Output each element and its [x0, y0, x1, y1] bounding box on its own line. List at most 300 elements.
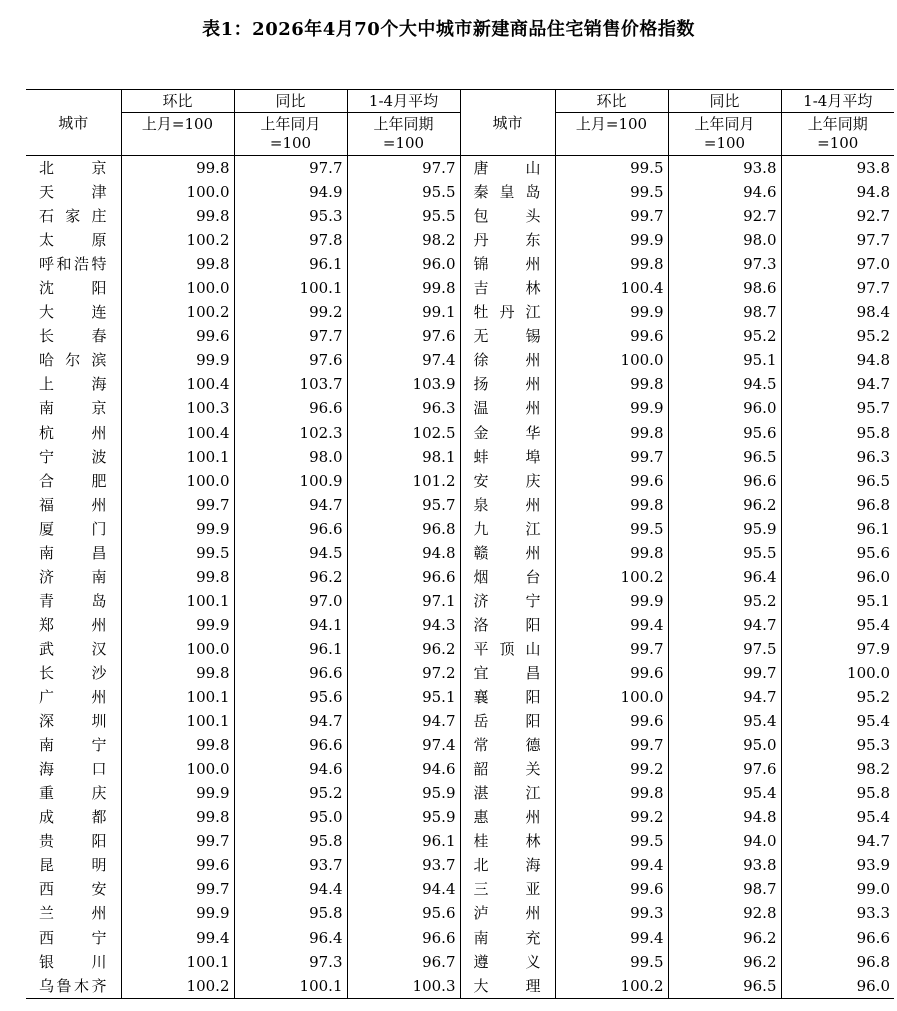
table-row [26, 829, 894, 853]
table-row [26, 541, 894, 565]
mom-index: 99.7 [121, 829, 234, 853]
city-name: 常德 [460, 733, 555, 757]
table-row [26, 805, 894, 829]
yoy-index: 95.6 [234, 685, 347, 709]
yoy-index: 95.9 [668, 517, 781, 541]
avg-base-label-1: 上年同期 [807, 115, 868, 133]
mom-index: 100.4 [121, 372, 234, 396]
yoy-index: 96.2 [668, 493, 781, 517]
avg-index: 93.7 [347, 853, 460, 877]
city-name: 南宁 [39, 736, 107, 755]
mom-index: 99.8 [121, 805, 234, 829]
mom-index: 99.6 [555, 324, 668, 348]
yoy-index: 94.7 [234, 493, 347, 517]
avg-index: 96.7 [347, 950, 460, 974]
avg-index: 95.9 [347, 805, 460, 829]
table-row [26, 926, 894, 950]
avg-index: 94.4 [347, 877, 460, 901]
avg-index: 95.4 [781, 709, 894, 733]
city-name: 赣州 [460, 541, 555, 565]
avg-index: 103.9 [347, 372, 460, 396]
city-name: 蚌埠 [460, 445, 555, 469]
table-row [26, 709, 894, 733]
table-row [26, 733, 894, 757]
avg-index: 97.7 [781, 228, 894, 252]
mom-index: 100.2 [121, 300, 234, 324]
yoy-index: 95.0 [668, 733, 781, 757]
city-name: 泉州 [460, 493, 555, 517]
yoy-index: 100.9 [234, 469, 347, 493]
table-body [26, 156, 894, 999]
header-yoy-right: 同比 [668, 90, 781, 113]
mom-index: 100.4 [121, 421, 234, 445]
mom-index: 100.4 [555, 276, 668, 300]
yoy-index: 94.9 [234, 180, 347, 204]
city-name: 南京 [39, 399, 107, 418]
yoy-index: 99.2 [234, 300, 347, 324]
header-mom-base-left [121, 113, 234, 156]
table-row [26, 757, 894, 781]
mom-index: 99.5 [121, 541, 234, 565]
avg-index: 98.1 [347, 445, 460, 469]
mom-index: 99.6 [121, 324, 234, 348]
table-row [26, 493, 894, 517]
city-name: 兰州 [39, 904, 107, 923]
yoy-index: 96.2 [668, 950, 781, 974]
city-name: 泸州 [460, 901, 555, 925]
table-row [26, 324, 894, 348]
yoy-index: 99.7 [668, 661, 781, 685]
avg-base-label-1: 上年同期 [373, 115, 434, 133]
mom-index: 100.0 [121, 469, 234, 493]
yoy-index: 102.3 [234, 421, 347, 445]
avg-index: 94.3 [347, 613, 460, 637]
yoy-index: 98.7 [668, 300, 781, 324]
avg-index: 94.8 [781, 348, 894, 372]
mom-index: 99.5 [555, 156, 668, 181]
mom-index: 100.0 [555, 348, 668, 372]
city-name: 徐州 [460, 348, 555, 372]
avg-index: 95.5 [347, 180, 460, 204]
yoy-index: 96.4 [668, 565, 781, 589]
yoy-index: 95.8 [234, 901, 347, 925]
avg-index: 96.2 [347, 637, 460, 661]
mom-index: 99.8 [555, 372, 668, 396]
avg-index: 97.6 [347, 324, 460, 348]
yoy-base-label-2: =100 [703, 134, 746, 152]
city-name: 成都 [39, 808, 107, 827]
table-row [26, 469, 894, 493]
city-name: 温州 [460, 396, 555, 420]
yoy-index: 98.6 [668, 276, 781, 300]
avg-index: 95.7 [781, 396, 894, 420]
mom-index: 100.2 [121, 228, 234, 252]
avg-index: 94.7 [347, 709, 460, 733]
avg-index: 93.8 [781, 156, 894, 181]
mom-index: 99.6 [121, 853, 234, 877]
yoy-index: 95.5 [668, 541, 781, 565]
city-name: 长沙 [39, 664, 107, 682]
avg-index: 96.0 [347, 252, 460, 276]
yoy-index: 95.8 [234, 829, 347, 853]
yoy-index: 96.6 [668, 469, 781, 493]
avg-index: 95.2 [781, 324, 894, 348]
yoy-index: 96.2 [668, 926, 781, 950]
city-name: 惠州 [460, 805, 555, 829]
table-row [26, 421, 894, 445]
yoy-index: 93.8 [668, 853, 781, 877]
avg-index: 93.9 [781, 853, 894, 877]
yoy-index: 96.5 [668, 445, 781, 469]
mom-index: 100.1 [121, 445, 234, 469]
yoy-index: 92.8 [668, 901, 781, 925]
city-name: 厦门 [39, 519, 107, 538]
avg-index: 95.7 [347, 493, 460, 517]
yoy-index: 95.6 [668, 421, 781, 445]
yoy-index: 95.2 [668, 589, 781, 613]
city-name: 银川 [39, 952, 107, 971]
city-name: 秦皇岛 [460, 180, 555, 204]
avg-index: 98.2 [781, 757, 894, 781]
mom-index: 99.5 [555, 517, 668, 541]
city-name: 安庆 [460, 469, 555, 493]
mom-index: 99.7 [121, 493, 234, 517]
yoy-index: 94.5 [234, 541, 347, 565]
yoy-index: 93.7 [234, 853, 347, 877]
yoy-index: 97.8 [234, 228, 347, 252]
yoy-index: 100.1 [234, 974, 347, 999]
yoy-index: 96.6 [234, 733, 347, 757]
avg-index: 95.5 [347, 204, 460, 228]
avg-index: 95.8 [781, 421, 894, 445]
yoy-index: 96.6 [234, 661, 347, 685]
city-name: 福州 [39, 495, 107, 514]
city-name: 哈尔滨 [39, 351, 107, 370]
mom-index: 99.4 [555, 853, 668, 877]
yoy-index: 96.6 [234, 517, 347, 541]
table-row [26, 276, 894, 300]
header-mom-left: 环比 [121, 90, 234, 113]
yoy-index: 97.0 [234, 589, 347, 613]
mom-index: 100.2 [121, 974, 234, 999]
city-name: 昆明 [39, 856, 107, 875]
mom-index: 99.6 [555, 877, 668, 901]
city-name: 宁波 [39, 447, 107, 466]
yoy-index: 92.7 [668, 204, 781, 228]
mom-index: 100.1 [121, 709, 234, 733]
avg-index: 95.6 [347, 901, 460, 925]
mom-base-label: 上月=100 [141, 115, 214, 133]
avg-index: 97.9 [781, 637, 894, 661]
table-row [26, 877, 894, 901]
yoy-index: 94.4 [234, 877, 347, 901]
mom-index: 99.8 [121, 733, 234, 757]
mom-index: 99.8 [121, 565, 234, 589]
mom-index: 99.9 [121, 613, 234, 637]
city-name: 济南 [39, 567, 107, 586]
yoy-index: 94.6 [234, 757, 347, 781]
yoy-index: 98.0 [234, 445, 347, 469]
city-name: 丹东 [460, 228, 555, 252]
yoy-index: 100.1 [234, 276, 347, 300]
yoy-index: 97.7 [234, 156, 347, 181]
table-header [26, 90, 894, 156]
mom-index: 100.0 [121, 637, 234, 661]
yoy-index: 95.1 [668, 348, 781, 372]
city-name: 襄阳 [460, 685, 555, 709]
table-row [26, 300, 894, 324]
table-row [26, 396, 894, 420]
avg-index: 97.7 [781, 276, 894, 300]
header-avg-base-left [347, 113, 460, 156]
header-mom-base-right [555, 113, 668, 156]
city-name: 唐山 [460, 156, 555, 181]
yoy-index: 96.4 [234, 926, 347, 950]
city-name: 沈阳 [39, 279, 107, 298]
city-name: 北海 [460, 853, 555, 877]
mom-index: 99.8 [121, 156, 234, 181]
avg-index: 98.2 [347, 228, 460, 252]
table-row [26, 445, 894, 469]
mom-index: 100.0 [121, 276, 234, 300]
city-name: 海口 [39, 760, 107, 779]
yoy-index: 95.0 [234, 805, 347, 829]
yoy-index: 97.7 [234, 324, 347, 348]
avg-index: 97.1 [347, 589, 460, 613]
yoy-index: 94.7 [668, 685, 781, 709]
city-name: 大理 [460, 974, 555, 999]
avg-index: 99.0 [781, 877, 894, 901]
header-mom-right: 环比 [555, 90, 668, 113]
mom-index: 99.2 [555, 757, 668, 781]
avg-index: 92.7 [781, 204, 894, 228]
table-row [26, 589, 894, 613]
yoy-index: 97.6 [668, 757, 781, 781]
mom-index: 99.7 [121, 877, 234, 901]
avg-index: 97.7 [347, 156, 460, 181]
yoy-index: 97.6 [234, 348, 347, 372]
header-city-right: 城市 [460, 90, 555, 156]
header-yoy-left: 同比 [234, 90, 347, 113]
city-name: 西安 [39, 880, 107, 899]
city-name: 郑州 [39, 615, 107, 634]
city-name: 太原 [39, 231, 107, 250]
mom-index: 99.8 [555, 781, 668, 805]
avg-index: 95.4 [781, 613, 894, 637]
city-name: 杭州 [39, 423, 107, 442]
yoy-index: 95.2 [234, 781, 347, 805]
avg-index: 100.3 [347, 974, 460, 999]
mom-index: 99.9 [121, 348, 234, 372]
yoy-index: 96.1 [234, 252, 347, 276]
yoy-index: 94.6 [668, 180, 781, 204]
avg-index: 95.9 [347, 781, 460, 805]
mom-index: 100.2 [555, 974, 668, 999]
table-row [26, 637, 894, 661]
city-name: 呼和浩特 [39, 255, 107, 274]
yoy-base-label-2: =100 [269, 134, 312, 152]
avg-index: 95.1 [347, 685, 460, 709]
table-row [26, 228, 894, 252]
avg-index: 96.6 [347, 565, 460, 589]
mom-index: 99.6 [555, 661, 668, 685]
yoy-index: 96.2 [234, 565, 347, 589]
avg-index: 96.6 [347, 926, 460, 950]
city-name: 重庆 [39, 784, 107, 803]
yoy-index: 94.8 [668, 805, 781, 829]
city-name: 岳阳 [460, 709, 555, 733]
table-row [26, 685, 894, 709]
mom-index: 100.1 [121, 685, 234, 709]
city-name: 南昌 [39, 543, 107, 562]
city-name: 洛阳 [460, 613, 555, 637]
avg-index: 97.4 [347, 348, 460, 372]
mom-index: 99.9 [121, 901, 234, 925]
city-name: 贵阳 [39, 832, 107, 851]
mom-index: 99.3 [555, 901, 668, 925]
table-row [26, 252, 894, 276]
mom-index: 100.0 [121, 757, 234, 781]
city-name: 金华 [460, 421, 555, 445]
yoy-index: 96.1 [234, 637, 347, 661]
yoy-index: 93.8 [668, 156, 781, 181]
avg-index: 94.7 [781, 372, 894, 396]
yoy-index: 98.0 [668, 228, 781, 252]
city-name: 大连 [39, 303, 107, 322]
city-name: 上海 [39, 375, 107, 394]
city-name: 锦州 [460, 252, 555, 276]
city-name: 平顶山 [460, 637, 555, 661]
yoy-base-label-1: 上年同月 [694, 115, 755, 133]
yoy-index: 94.7 [234, 709, 347, 733]
avg-index: 97.0 [781, 252, 894, 276]
avg-index: 95.3 [781, 733, 894, 757]
mom-index: 99.5 [555, 950, 668, 974]
avg-index: 98.4 [781, 300, 894, 324]
mom-index: 99.9 [555, 300, 668, 324]
avg-index: 102.5 [347, 421, 460, 445]
mom-index: 100.3 [121, 396, 234, 420]
header-yoy-base-right [668, 113, 781, 156]
mom-index: 100.2 [555, 565, 668, 589]
mom-index: 100.0 [555, 685, 668, 709]
mom-index: 99.8 [555, 252, 668, 276]
yoy-base-label-1: 上年同月 [260, 115, 321, 133]
avg-index: 96.8 [781, 950, 894, 974]
mom-index: 99.2 [555, 805, 668, 829]
avg-base-label-2: =100 [382, 134, 425, 152]
mom-index: 100.1 [121, 589, 234, 613]
table-row [26, 372, 894, 396]
city-name: 包头 [460, 204, 555, 228]
avg-index: 96.3 [781, 445, 894, 469]
yoy-index: 96.0 [668, 396, 781, 420]
mom-index: 99.5 [555, 829, 668, 853]
avg-index: 95.1 [781, 589, 894, 613]
avg-index: 96.1 [347, 829, 460, 853]
city-name: 烟台 [460, 565, 555, 589]
avg-index: 94.6 [347, 757, 460, 781]
mom-index: 99.9 [121, 781, 234, 805]
yoy-index: 97.3 [668, 252, 781, 276]
avg-index: 96.8 [347, 517, 460, 541]
avg-base-label-2: =100 [817, 134, 859, 152]
avg-index: 96.0 [781, 565, 894, 589]
mom-index: 99.7 [555, 637, 668, 661]
mom-index: 100.1 [121, 950, 234, 974]
yoy-index: 94.7 [668, 613, 781, 637]
table-row [26, 974, 894, 999]
mom-index: 99.6 [555, 709, 668, 733]
yoy-index: 95.2 [668, 324, 781, 348]
table-row [26, 781, 894, 805]
city-name: 宜昌 [460, 661, 555, 685]
mom-index: 99.6 [555, 469, 668, 493]
table-row [26, 661, 894, 685]
yoy-index: 94.0 [668, 829, 781, 853]
city-name: 湛江 [460, 781, 555, 805]
avg-index: 94.7 [781, 829, 894, 853]
yoy-index: 95.4 [668, 709, 781, 733]
mom-index: 99.9 [555, 396, 668, 420]
mom-index: 99.8 [121, 204, 234, 228]
yoy-index: 97.5 [668, 637, 781, 661]
table-row [26, 613, 894, 637]
city-name: 武汉 [39, 639, 107, 658]
yoy-index: 94.1 [234, 613, 347, 637]
mom-index: 99.4 [555, 613, 668, 637]
city-name: 无锡 [460, 324, 555, 348]
mom-index: 99.8 [555, 541, 668, 565]
mom-index: 99.8 [555, 493, 668, 517]
avg-index: 96.0 [781, 974, 894, 999]
header-avg-left: 1-4月平均 [347, 90, 460, 113]
city-name: 韶关 [460, 757, 555, 781]
avg-index: 96.1 [781, 517, 894, 541]
city-name: 桂林 [460, 829, 555, 853]
yoy-index: 95.4 [668, 781, 781, 805]
city-name: 石家庄 [39, 207, 107, 226]
mom-index: 99.9 [555, 589, 668, 613]
city-name: 广州 [39, 688, 107, 707]
mom-index: 100.0 [121, 180, 234, 204]
mom-index: 99.8 [121, 252, 234, 276]
mom-index: 99.8 [555, 421, 668, 445]
mom-index: 99.4 [555, 926, 668, 950]
city-name: 合肥 [39, 471, 107, 490]
avg-index: 95.8 [781, 781, 894, 805]
yoy-index: 98.7 [668, 877, 781, 901]
table-row [26, 204, 894, 228]
avg-index: 96.5 [781, 469, 894, 493]
table-row [26, 565, 894, 589]
city-name: 西宁 [39, 928, 107, 947]
mom-index: 99.5 [555, 180, 668, 204]
yoy-index: 95.3 [234, 204, 347, 228]
avg-index: 93.3 [781, 901, 894, 925]
avg-index: 94.8 [347, 541, 460, 565]
table-row [26, 156, 894, 181]
yoy-index: 97.3 [234, 950, 347, 974]
header-yoy-base-left [234, 113, 347, 156]
mom-index: 99.9 [121, 517, 234, 541]
mom-index: 99.7 [555, 204, 668, 228]
avg-index: 99.1 [347, 300, 460, 324]
table-row [26, 517, 894, 541]
avg-index: 99.8 [347, 276, 460, 300]
table-row [26, 950, 894, 974]
city-name: 青岛 [39, 591, 107, 610]
